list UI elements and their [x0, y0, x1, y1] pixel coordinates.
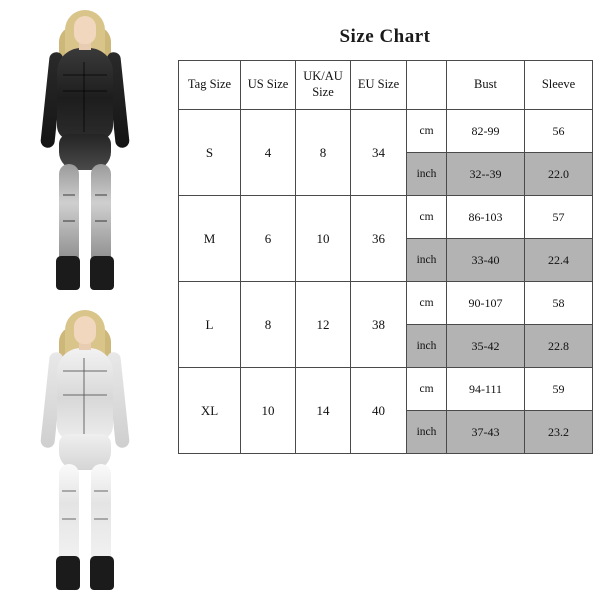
model-torso — [57, 348, 113, 440]
cell-unit-inch: inch — [407, 411, 447, 454]
cell-unit-cm: cm — [407, 368, 447, 411]
suit-detail-line — [62, 518, 76, 520]
model-leg-left — [59, 164, 79, 262]
cell-us-size: 8 — [241, 282, 296, 368]
cell-us-size: 6 — [241, 196, 296, 282]
suit-detail-line — [83, 62, 85, 132]
table-header-row — [179, 61, 593, 110]
model-face — [74, 16, 96, 44]
suit-detail-line — [63, 220, 75, 222]
header-eu-size: EU Size — [351, 61, 407, 110]
model-leg-right — [91, 464, 111, 562]
cell-bust-cm: 90-107 — [447, 282, 525, 325]
product-photo-light — [0, 300, 170, 600]
cell-tag-size: L — [179, 282, 241, 368]
cell-us-size: 4 — [241, 110, 296, 196]
cell-ukau-size: 10 — [296, 196, 351, 282]
table-row — [179, 368, 593, 411]
cell-bust-cm: 94-111 — [447, 368, 525, 411]
size-chart-column — [170, 0, 600, 600]
cell-tag-size: S — [179, 110, 241, 196]
cell-sleeve-cm: 59 — [525, 368, 593, 411]
cell-eu-size: 40 — [351, 368, 407, 454]
cell-ukau-size: 14 — [296, 368, 351, 454]
suit-detail-line — [63, 370, 107, 372]
cell-tag-size: M — [179, 196, 241, 282]
cell-bust-inch: 35-42 — [447, 325, 525, 368]
model-leg-left — [59, 464, 79, 562]
cell-unit-cm: cm — [407, 110, 447, 153]
suit-detail-line — [94, 518, 108, 520]
header-sleeve: Sleeve — [525, 61, 593, 110]
cell-eu-size: 36 — [351, 196, 407, 282]
suit-detail-line — [83, 358, 85, 434]
suit-detail-line — [63, 90, 107, 92]
model-torso — [57, 48, 113, 140]
header-bust: Bust — [447, 61, 525, 110]
suit-detail-line — [63, 194, 75, 196]
cell-sleeve-inch: 22.0 — [525, 153, 593, 196]
cell-eu-size: 38 — [351, 282, 407, 368]
product-photo-column — [0, 0, 170, 600]
header-unit — [407, 61, 447, 110]
table-row — [179, 282, 593, 325]
table-row — [179, 110, 593, 153]
cell-sleeve-inch: 22.8 — [525, 325, 593, 368]
model-boot-right — [90, 556, 114, 590]
header-tag-size: Tag Size — [179, 61, 241, 110]
cell-tag-size: XL — [179, 368, 241, 454]
cell-unit-cm: cm — [407, 196, 447, 239]
cell-unit-inch: inch — [407, 153, 447, 196]
cell-ukau-size: 8 — [296, 110, 351, 196]
product-photo-dark — [0, 0, 170, 300]
cell-unit-inch: inch — [407, 325, 447, 368]
cell-sleeve-inch: 22.4 — [525, 239, 593, 282]
suit-detail-line — [63, 74, 107, 76]
cell-bust-inch: 32--39 — [447, 153, 525, 196]
cell-bust-cm: 82-99 — [447, 110, 525, 153]
cell-bust-inch: 33-40 — [447, 239, 525, 282]
table-row — [179, 196, 593, 239]
cell-sleeve-cm: 58 — [525, 282, 593, 325]
suit-detail-line — [63, 394, 107, 396]
model-boot-right — [90, 256, 114, 290]
model-leg-right — [91, 164, 111, 262]
cell-unit-inch: inch — [407, 239, 447, 282]
suit-detail-line — [62, 490, 76, 492]
page-title: Size Chart — [339, 26, 431, 47]
model-figure-light — [25, 304, 145, 596]
size-chart-table — [178, 60, 593, 454]
cell-sleeve-cm: 56 — [525, 110, 593, 153]
model-boot-left — [56, 256, 80, 290]
cell-us-size: 10 — [241, 368, 296, 454]
suit-detail-line — [94, 490, 108, 492]
model-face — [74, 316, 96, 344]
cell-bust-cm: 86-103 — [447, 196, 525, 239]
cell-unit-cm: cm — [407, 282, 447, 325]
header-ukau-size: UK/AU Size — [296, 61, 351, 110]
model-boot-left — [56, 556, 80, 590]
model-figure-dark — [25, 4, 145, 296]
cell-bust-inch: 37-43 — [447, 411, 525, 454]
suit-detail-line — [95, 194, 107, 196]
cell-eu-size: 34 — [351, 110, 407, 196]
header-us-size: US Size — [241, 61, 296, 110]
cell-ukau-size: 12 — [296, 282, 351, 368]
cell-sleeve-inch: 23.2 — [525, 411, 593, 454]
suit-detail-line — [95, 220, 107, 222]
cell-sleeve-cm: 57 — [525, 196, 593, 239]
